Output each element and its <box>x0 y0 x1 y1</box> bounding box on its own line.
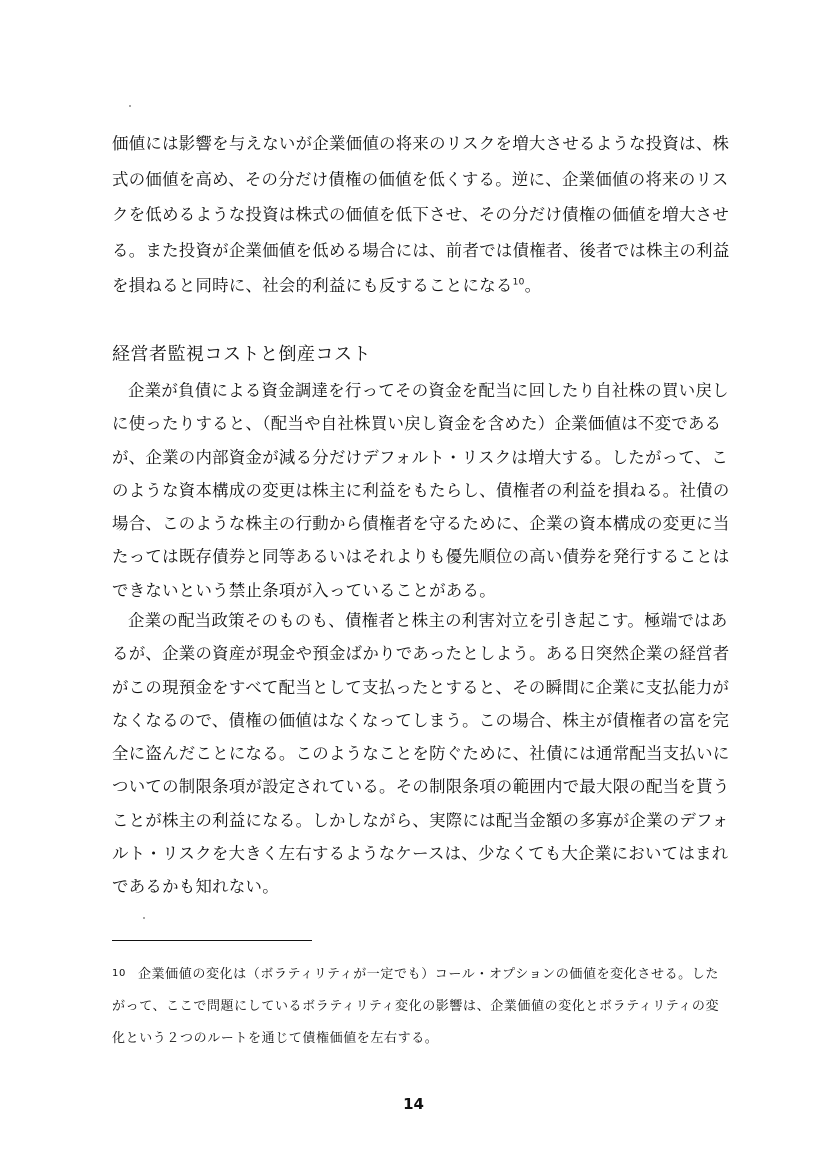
continued-paragraph-end: 。 <box>524 276 542 295</box>
continued-paragraph <box>112 126 732 304</box>
footnote-number: 10 <box>112 968 126 979</box>
body-paragraph-2: 企業の配当政策そのものも、債権者と株主の利害対立を引き起こす。極端ではあるが、企業の資産が現金や預金ばかりであったとしよう。ある日突然企業の経営者がこの現預金をすべて配当として支払ったとすると、その瞬間に企業に支払能力がなくなるので、債権の価値はなくなってしまう。この場合、株主が債権者の富を完全に盗んだことになる。このようなことを防ぐために、社債には通常配当支払いについての制限条項が設定されている。その制限条項の範囲内で最大限の配当を貰うことが株主の利益になる。しかしながら、実際には配当金額の多寡が企業のデフォルト・リスクを大きく左右するようなケースは、少なくても大企業においてはまれであるかも知れない。 <box>112 611 730 897</box>
footnote-separator <box>112 940 312 941</box>
footnote <box>112 958 722 1055</box>
body-paragraph-1: 企業が負債による資金調達を行ってその資金を配当に回したり自社株の買い戻しに使ったりすると、（配当や自社株買い戻し資金を含めた）企業価値は不変であるが、企業の内部資金が減る分だけデフォルト・リスクは増大する。したがって、このような資本構成の変更は株主に利益をもたらし、債権者の利益を損ねる。社債の場合、このような株主の行動から債権者を守るために、企業の資本構成の変更に当たっては既存債券と同等あるいはそれよりも優先順位の高い債券を発行することはできないという禁止条項が入っていることがある。 <box>112 381 730 600</box>
page-number: 14 <box>403 1095 424 1113</box>
scan-speck <box>129 105 131 107</box>
scan-speck <box>143 917 145 919</box>
footnote-reference: 10 <box>512 277 525 288</box>
footnote-text: 企業価値の変化は（ボラティリティが一定でも）コール・オプションの価値を変化させる。したがって、ここで問題にしているボラティリティ変化の影響は、企業価値の変化とボラティリティの変化という２つのルートを通じて債権価値を左右する。 <box>112 967 720 1046</box>
section-heading: 経営者監視コストと倒産コスト <box>112 344 371 365</box>
continued-paragraph-text: 価値には影響を与えないが企業価値の将来のリスクを増大させるような投資は、株式の価値を高め、その分だけ債権の価値を低くする。逆に、企業価値の将来のリスクを低めるような投資は株式の価値を低下させ、その分だけ債権の価値を増大させる。また投資が企業価値を低める場合には、前者では債権者、後者では株主の利益を損ねると同時に、社会的利益にも反することになる <box>112 134 730 295</box>
